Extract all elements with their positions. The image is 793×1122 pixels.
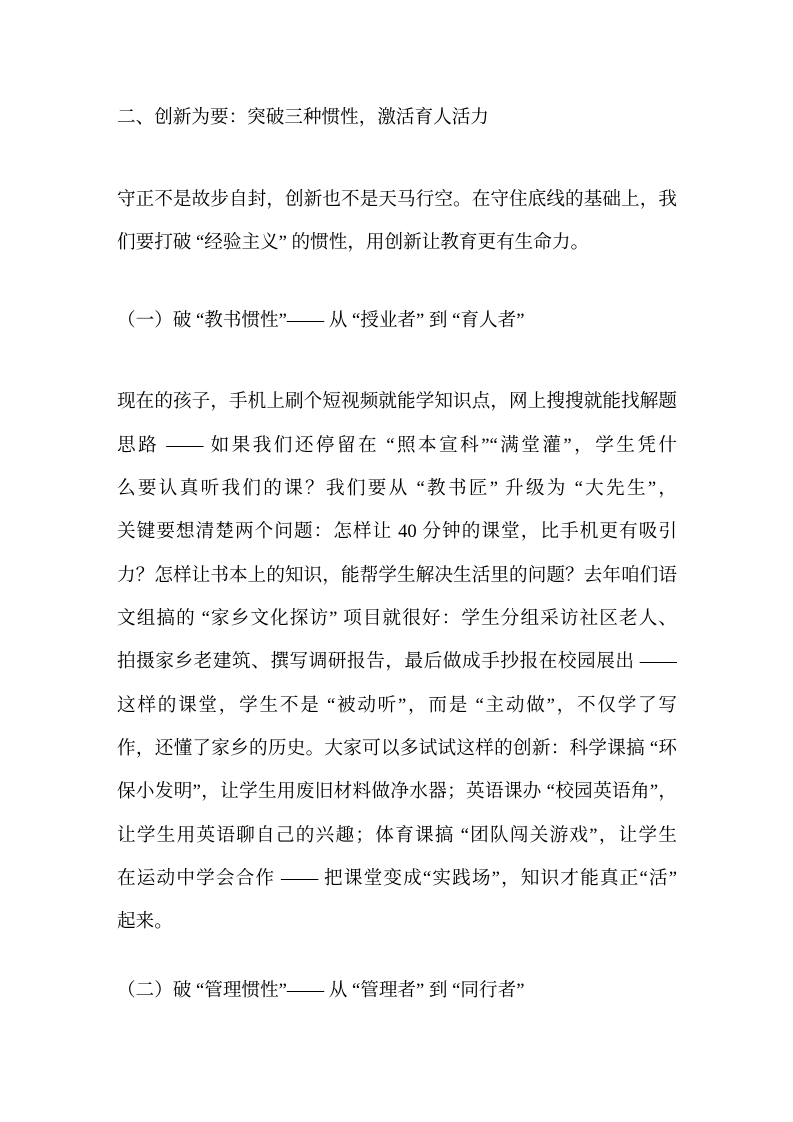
text-line: 现在的孩子，手机上刷个短视频就能学知识点，网上搜搜就能找解题 <box>117 391 677 413</box>
text-line: 起来。 <box>117 911 173 933</box>
text-line: 守正不是故步自封，创新也不是天马行空。在守住底线的基础上，我 <box>117 189 677 211</box>
text-line: 让学生用英语聊自己的兴趣；体育课搞 “团队闯关游戏”，让学生 <box>117 824 677 846</box>
text-line: 这样的课堂，学生不是 “被动听”，而是 “主动做”，不仅学了写 <box>117 694 677 716</box>
paragraph-teaching-habit <box>117 380 677 943</box>
heading-subsection-two: （二）破 “管理惯性”—— 从 “管理者” 到 “同行者” <box>117 979 525 1001</box>
paragraph-intro <box>117 178 677 265</box>
text-line: 力？怎样让书本上的知识，能帮学生解决生活里的问题？去年咱们语 <box>117 564 677 586</box>
text-line: 思路 —— 如果我们还停留在 “照本宣科”“满堂灌”，学生凭什 <box>117 434 677 456</box>
text-line: 拍摄家乡老建筑、撰写调研报告，最后做成手抄报在校园展出 —— <box>117 651 677 673</box>
text-line: 关键要想清楚两个问题：怎样让 40 分钟的课堂，比手机更有吸引 <box>117 521 677 543</box>
text-line: 文组搞的 “家乡文化探访” 项目就很好：学生分组采访社区老人、 <box>117 607 677 629</box>
text-line: 们要打破 “经验主义” 的惯性，用创新让教育更有生命力。 <box>117 232 590 254</box>
text-line: 作，还懂了家乡的历史。大家可以多试试这样的创新：科学课搞 “环 <box>117 737 677 759</box>
text-line: 保小发明”，让学生用废旧材料做净水器；英语课办 “校园英语角”， <box>117 781 677 803</box>
text-line: 么要认真听我们的课？我们要从 “教书匠” 升级为 “大先生”， <box>117 477 677 499</box>
heading-section-two: 二、创新为要：突破三种惯性，激活育人活力 <box>117 107 489 128</box>
text-line: 在运动中学会合作 —— 把课堂变成“实践场”，知识才能真正“活” <box>117 867 677 889</box>
heading-subsection-one: （一）破 “教书惯性”—— 从 “授业者” 到 “育人者” <box>117 310 525 332</box>
